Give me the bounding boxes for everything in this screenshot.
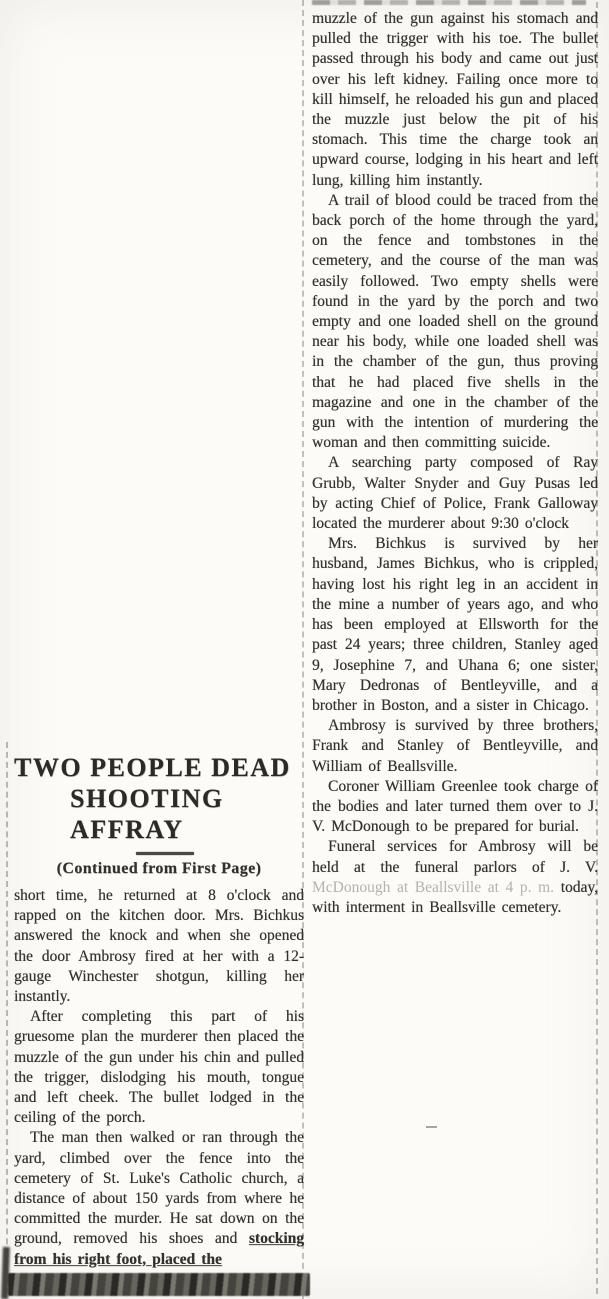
paragraph: A trail of blood could be traced from the back porch of the home through the yard, on the fence and tombstones in the cemetery, and the course of the man was easily followed. Two empty shells were found in the yard by the porch and two empty and one loaded shell on the ground near his body, while one loaded shell was in the chamber of the gun, thus proving that he had placed five shells in the magazine and one in the chamber of the gun with the intention of murdering the woman and then committing suicide. [312,191,598,452]
clipping-torn-edge [8,1273,310,1296]
scan-speck [426,1126,437,1128]
paragraph: A searching party composed of Ray Grubb, Walter Snyder and Guy Pusas led by acting Chief of Police, Frank Galloway located the murderer about 9:30 o'clock [312,454,598,533]
paragraph-text: Funeral services for Ambrosy will be held at the funeral parlors of J. V. [312,838,598,876]
paragraph: Coroner William Greenlee took charge of the bodies and later turned them over to J. V. McDonough to be prepared for burial. [312,777,598,836]
faded-print-line: McDonough at Beallsville at 4 p. m. [312,878,555,896]
paragraph: short time, he returned at 8 o'clock and rapped on the kitchen door. Mrs. Bichkus answered the knock and when she opened the door Ambrosy fired at her with a 12-gauge Winchester shotgun, killing her instantly. [14,887,304,1006]
paragraph: After completing this part of his gruesome plan the murderer then placed the muzzle of the gun under his chin and pulled the trigger, dislodging his mouth, tongue and left cheek. The bullet lodged in the ceiling of the porch. [14,1008,304,1127]
headline-line-1: TWO PEOPLE DEAD [14,753,291,782]
article-headline [14,752,304,845]
left-column [14,752,304,1270]
smudged-last-line: stocking from his right foot, placed the [14,1230,304,1268]
paragraph: Ambrosy is survived by three brothers, Frank and Stanley of Bentleyville, and William of Beallsville. [312,717,598,775]
left-column-body [14,886,304,1270]
cropped-text-strip [312,0,586,5]
headline-divider-rule [136,852,194,855]
paragraph-text: today, with interment in Beallsville cemetery. [312,878,598,916]
paragraph-funeral-notice [312,837,598,918]
paragraph: Mrs. Bichkus is survived by her husband, James Bichkus, who is crippled, having lost his right leg in an accident in the mine a number of years ago, and who has been employed at Ellsworth for the past 24 years; three children, Stanley aged 9, Josephine 7, and Uhana 6; one sister, Mary Dedronas of Bentleyville, and a brother in Boston, and a sister in Chicago. [312,535,598,714]
continued-from-note: (Continued from First Page) [56,860,262,877]
paragraph [14,1128,304,1269]
paragraph-text: The man then walked or ran through the yard, climbed over the fence into the cemetery of St. Luke's Catholic church, a distance of about 150 yards from where he committed the murder. He sat down on the ground, removed his shoes and [14,1129,304,1248]
left-edge-rule [6,742,8,1294]
headline-line-2: SHOOTING AFFRAY [70,784,224,844]
paragraph: muzzle of the gun against his stomach and pulled the trigger with his toe. The bullet passed through his body and came out just over his left kidney. Failing once more to kill himself, he reloaded his gun and placed the muzzle just below the pit of his stomach. This time the charge took an upward course, lodging in his heart and left lung, killing him instantly. [312,10,598,189]
right-column [312,9,598,918]
